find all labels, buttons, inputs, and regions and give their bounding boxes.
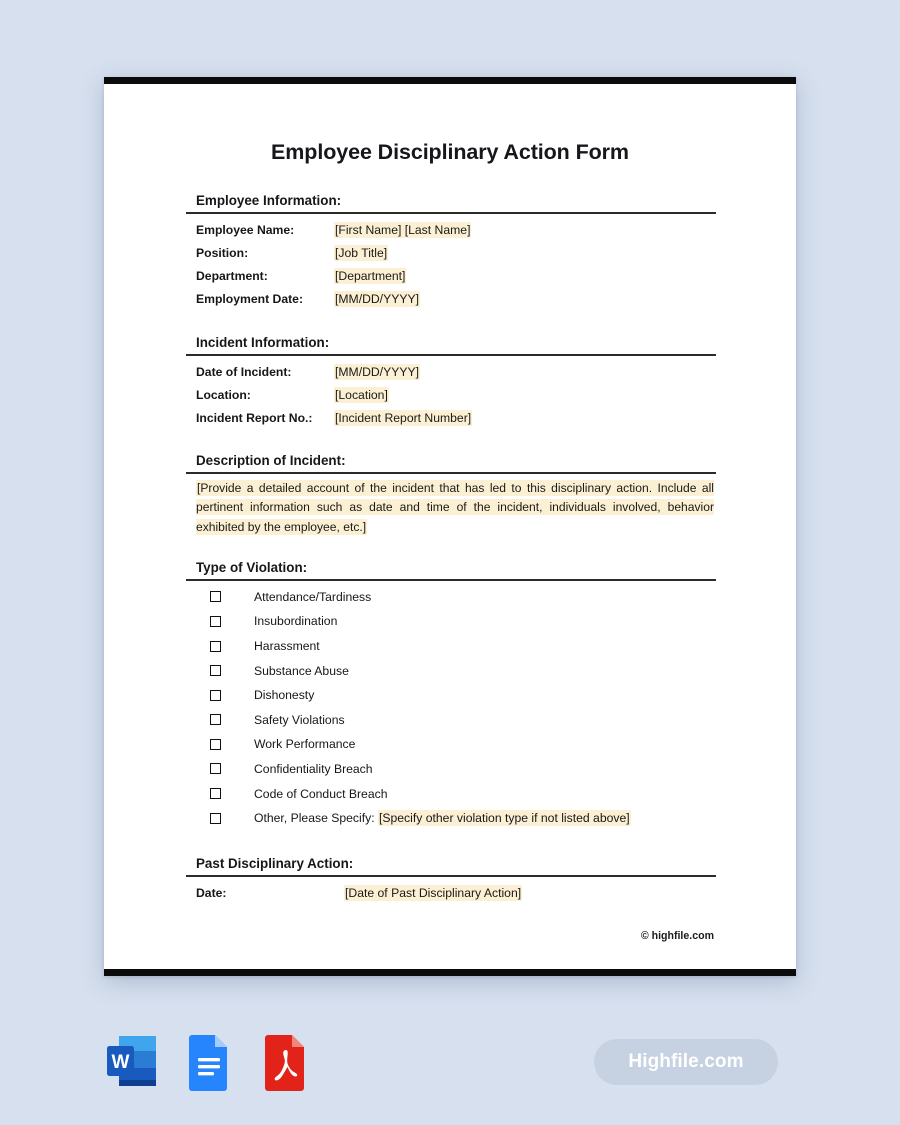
section-divider — [186, 472, 716, 474]
sheet-top-bar — [104, 77, 796, 84]
violation-option-harassment[interactable] — [186, 634, 716, 659]
field-row-location — [186, 383, 716, 406]
section-past-disciplinary-action — [184, 856, 716, 904]
field-label: Date: — [196, 886, 227, 901]
violation-option-insubordination[interactable] — [186, 609, 716, 634]
violation-option-label: Harassment — [254, 639, 320, 654]
section-heading: Employee Information: — [196, 192, 342, 208]
document-page — [104, 84, 796, 969]
violation-option-label: Attendance/Tardiness — [254, 589, 372, 604]
format-icon-row — [104, 1032, 314, 1092]
checkbox-icon[interactable] — [210, 739, 221, 750]
violation-checkbox-list — [186, 585, 716, 831]
field-label: Employee Name: — [196, 222, 295, 237]
field-value[interactable]: [First Name] [Last Name] — [335, 222, 471, 237]
word-icon[interactable] — [104, 1032, 160, 1092]
violation-option-code-of-conduct-breach[interactable] — [186, 781, 716, 806]
document-sheet — [104, 77, 796, 976]
violation-option-other-value[interactable]: [Specify other violation type if not listed above] — [378, 811, 630, 826]
violation-option-label — [254, 811, 631, 825]
field-label: Employment Date: — [196, 291, 303, 306]
checkbox-icon[interactable] — [210, 813, 221, 824]
description-placeholder-wrapper — [186, 479, 716, 538]
field-row-date-of-incident — [186, 360, 716, 383]
section-heading: Incident Information: — [196, 334, 330, 350]
violation-option-label: Insubordination — [254, 614, 338, 629]
field-value[interactable]: [MM/DD/YYYY] — [335, 364, 419, 379]
field-label: Incident Report No.: — [196, 410, 313, 425]
field-label: Department: — [196, 268, 268, 283]
checkbox-icon[interactable] — [210, 616, 221, 627]
section-type-of-violation — [184, 560, 716, 831]
violation-option-label: Safety Violations — [254, 712, 345, 727]
copyright-credit: © highfile.com — [640, 930, 714, 943]
field-value[interactable]: [Date of Past Disciplinary Action] — [345, 886, 522, 901]
section-incident-information — [184, 335, 716, 429]
field-row-department — [186, 264, 716, 287]
description-placeholder-text[interactable]: [Provide a detailed account of the incident that has led to this disciplinary action. Include all pertinent information such as date and time of the incident, individuals involved, behavior exhibited by the employee, etc.] — [196, 480, 714, 534]
section-heading: Description of Incident: — [196, 452, 346, 468]
violation-option-safety-violations[interactable] — [186, 708, 716, 733]
field-value[interactable]: [MM/DD/YYYY] — [335, 291, 419, 306]
violation-option-attendance-tardiness[interactable] — [186, 585, 716, 610]
section-heading: Type of Violation: — [196, 559, 308, 575]
field-value[interactable]: [Job Title] — [335, 245, 388, 260]
checkbox-icon[interactable] — [210, 788, 221, 799]
field-row-past-date — [186, 881, 716, 904]
field-label: Position: — [196, 245, 249, 260]
violation-option-work-performance[interactable] — [186, 732, 716, 757]
section-divider — [186, 354, 716, 356]
violation-option-other-label: Other, Please Specify: — [254, 811, 375, 826]
pdf-icon[interactable] — [258, 1032, 314, 1092]
violation-option-dishonesty[interactable] — [186, 683, 716, 708]
section-divider — [186, 212, 716, 214]
checkbox-icon[interactable] — [210, 763, 221, 774]
field-value[interactable]: [Location] — [335, 387, 388, 402]
field-label: Location: — [196, 387, 251, 402]
section-description-of-incident — [184, 453, 716, 538]
field-row-incident-report-no — [186, 406, 716, 429]
violation-option-other[interactable] — [186, 806, 716, 831]
sheet-bottom-bar — [104, 969, 796, 976]
download-tray — [0, 1020, 900, 1110]
violation-option-confidentiality-breach[interactable] — [186, 757, 716, 782]
checkbox-icon[interactable] — [210, 665, 221, 676]
violation-option-label: Confidentiality Breach — [254, 761, 373, 776]
field-row-employee-name — [186, 218, 716, 241]
field-value[interactable]: [Department] — [335, 268, 406, 283]
field-row-employment-date — [186, 287, 716, 310]
field-label: Date of Incident: — [196, 364, 292, 379]
checkbox-icon[interactable] — [210, 690, 221, 701]
violation-option-label: Code of Conduct Breach — [254, 786, 388, 801]
section-heading: Past Disciplinary Action: — [196, 856, 354, 872]
field-value[interactable]: [Incident Report Number] — [335, 410, 472, 425]
violation-option-label: Dishonesty — [254, 688, 315, 703]
section-employee-information — [184, 193, 716, 310]
page-title: Employee Disciplinary Action Form — [271, 140, 629, 164]
checkbox-icon[interactable] — [210, 591, 221, 602]
highfile-brand-button[interactable] — [593, 1038, 779, 1086]
section-divider — [186, 579, 716, 581]
violation-option-label: Substance Abuse — [254, 663, 349, 678]
section-divider — [186, 875, 716, 877]
checkbox-icon[interactable] — [210, 641, 221, 652]
violation-option-substance-abuse[interactable] — [186, 658, 716, 683]
checkbox-icon[interactable] — [210, 714, 221, 725]
field-row-position — [186, 241, 716, 264]
google-docs-icon[interactable] — [181, 1032, 237, 1092]
highfile-brand-label: Highfile.com — [628, 1051, 744, 1072]
violation-option-label: Work Performance — [254, 737, 356, 752]
svg-text:W: W — [111, 1052, 130, 1073]
